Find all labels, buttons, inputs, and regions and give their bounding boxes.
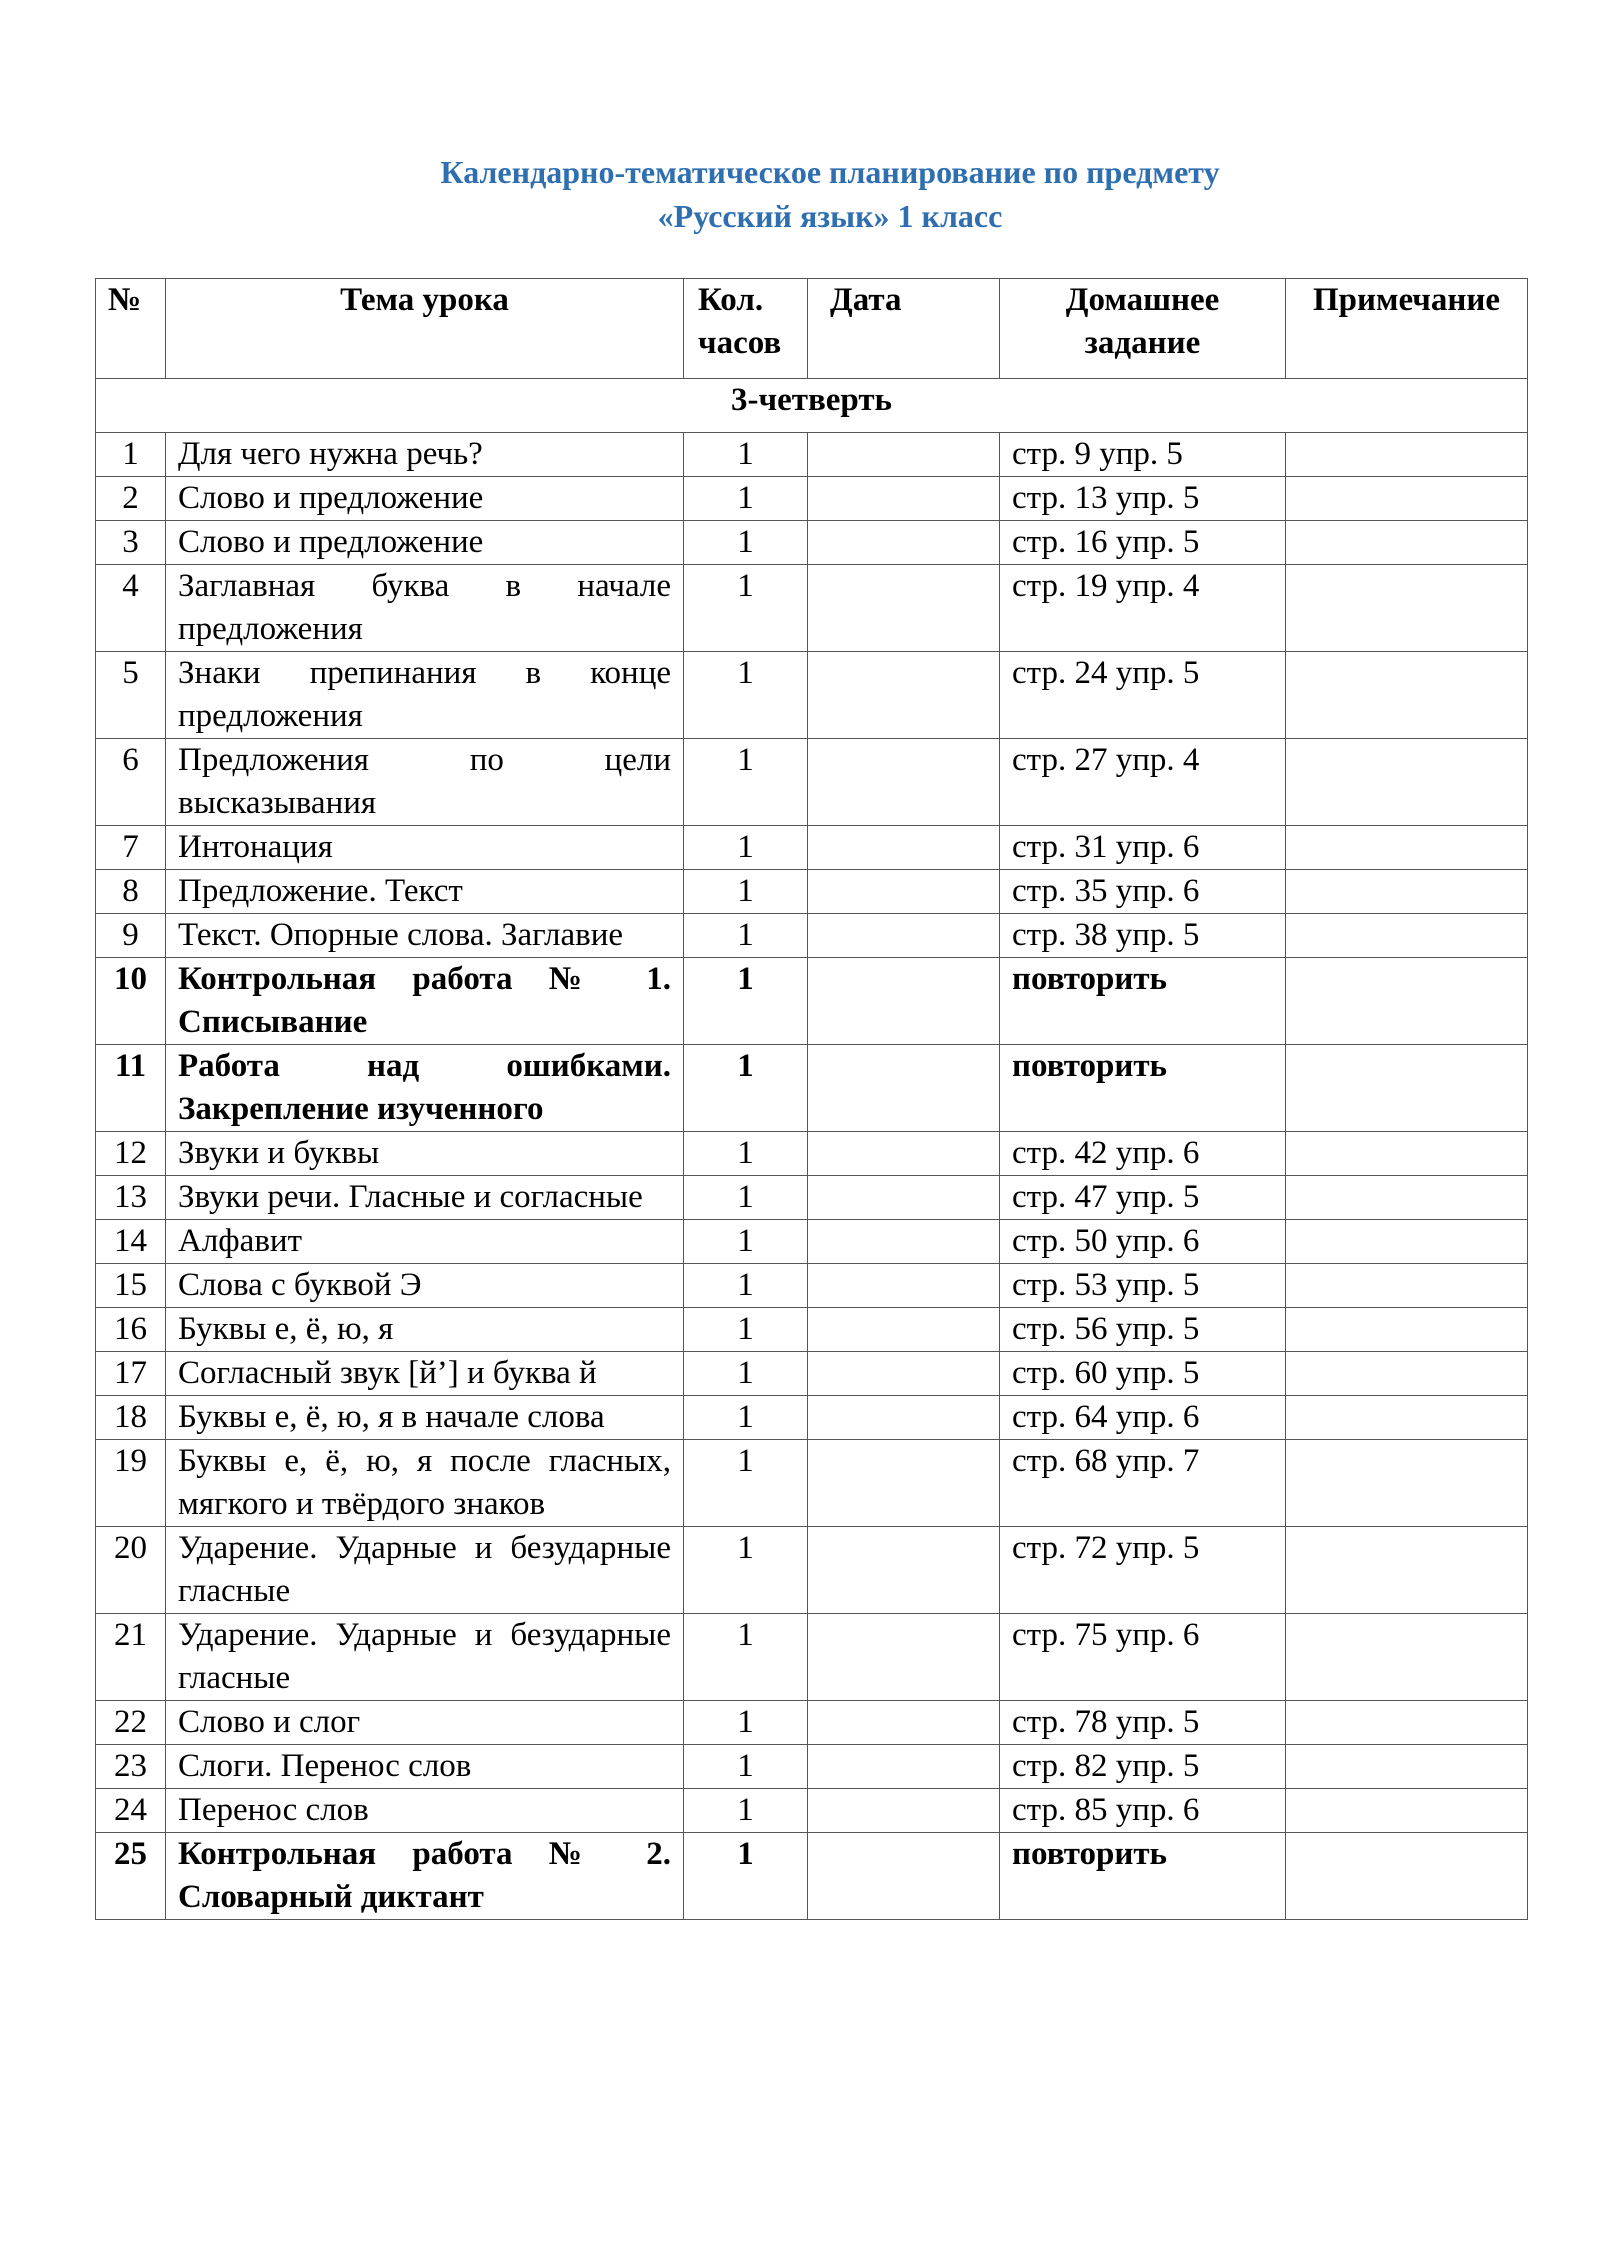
lesson-number: 2 [96,477,166,521]
lesson-note [1286,1789,1528,1833]
lesson-number: 24 [96,1789,166,1833]
lesson-plan-table [95,278,1528,1920]
table-row [96,914,1528,958]
lesson-number: 8 [96,870,166,914]
lesson-number: 6 [96,739,166,826]
lesson-hours: 1 [684,521,808,565]
lesson-note [1286,477,1528,521]
lesson-hours: 1 [684,1045,808,1132]
lesson-hours: 1 [684,1176,808,1220]
lesson-date [808,958,1000,1045]
lesson-hours: 1 [684,1745,808,1789]
lesson-homework: стр. 35 упр. 6 [1000,870,1286,914]
lesson-topic: Работа над ошибками. Закрепление изученного [166,1045,684,1132]
lesson-topic: Ударение. Ударные и безударные гласные [166,1614,684,1701]
lesson-date [808,1176,1000,1220]
lesson-topic: Для чего нужна речь? [166,433,684,477]
lesson-topic: Перенос слов [166,1789,684,1833]
table-row [96,1440,1528,1527]
lesson-number: 23 [96,1745,166,1789]
table-row [96,1789,1528,1833]
lesson-date [808,1396,1000,1440]
lesson-homework: стр. 50 упр. 6 [1000,1220,1286,1264]
table-body [96,433,1528,1920]
table-row [96,958,1528,1045]
lesson-hours: 1 [684,1308,808,1352]
lesson-number: 11 [96,1045,166,1132]
lesson-number: 5 [96,652,166,739]
lesson-date [808,1701,1000,1745]
lesson-hours: 1 [684,870,808,914]
lesson-note [1286,521,1528,565]
lesson-note [1286,826,1528,870]
lesson-date [808,1614,1000,1701]
lesson-topic: Интонация [166,826,684,870]
lesson-homework: стр. 72 упр. 5 [1000,1527,1286,1614]
lesson-note [1286,1352,1528,1396]
table-row [96,1396,1528,1440]
lesson-topic: Контрольная работа № 1. Списывание [166,958,684,1045]
lesson-number: 17 [96,1352,166,1396]
lesson-number: 9 [96,914,166,958]
table-row [96,1352,1528,1396]
lesson-date [808,477,1000,521]
document-title-line-2: «Русский язык» 1 класс [657,198,1003,234]
lesson-note [1286,1264,1528,1308]
lesson-hours: 1 [684,433,808,477]
lesson-topic: Звуки и буквы [166,1132,684,1176]
lesson-date [808,870,1000,914]
lesson-hours: 1 [684,477,808,521]
lesson-date [808,739,1000,826]
lesson-topic: Заглавная буква в начале предложения [166,565,684,652]
lesson-homework: стр. 27 упр. 4 [1000,739,1286,826]
lesson-number: 13 [96,1176,166,1220]
lesson-homework: стр. 24 упр. 5 [1000,652,1286,739]
table-header-row [96,279,1528,379]
lesson-homework: стр. 42 упр. 6 [1000,1132,1286,1176]
table-row [96,565,1528,652]
lesson-topic: Слова с буквой Э [166,1264,684,1308]
lesson-topic: Согласный звук [й’] и буква й [166,1352,684,1396]
lesson-hours: 1 [684,914,808,958]
lesson-note [1286,652,1528,739]
column-header-homework-line2: задание [1084,325,1201,361]
lesson-note [1286,1701,1528,1745]
lesson-hours: 1 [684,1396,808,1440]
lesson-number: 22 [96,1701,166,1745]
lesson-date [808,521,1000,565]
lesson-hours: 1 [684,1132,808,1176]
lesson-date [808,826,1000,870]
lesson-hours: 1 [684,1833,808,1920]
table-row [96,826,1528,870]
lesson-number: 14 [96,1220,166,1264]
quarter-row [96,379,1528,433]
lesson-homework: повторить [1000,1833,1286,1920]
document-title-line-1: Календарно-тематическое планирование по предмету [440,154,1220,190]
lesson-note [1286,1045,1528,1132]
lesson-date [808,1789,1000,1833]
lesson-homework: стр. 19 упр. 4 [1000,565,1286,652]
lesson-date [808,1440,1000,1527]
column-header-hours [684,279,808,379]
lesson-note [1286,1132,1528,1176]
lesson-date [808,1264,1000,1308]
lesson-note [1286,739,1528,826]
table-row [96,1264,1528,1308]
lesson-number: 7 [96,826,166,870]
lesson-homework: стр. 85 упр. 6 [1000,1789,1286,1833]
lesson-topic: Знаки препинания в конце предложения [166,652,684,739]
table-row [96,1527,1528,1614]
column-header-number: № [96,279,166,379]
lesson-hours: 1 [684,1614,808,1701]
lesson-note [1286,1396,1528,1440]
table-row [96,652,1528,739]
lesson-date [808,433,1000,477]
lesson-number: 12 [96,1132,166,1176]
lesson-note [1286,433,1528,477]
lesson-homework: стр. 75 упр. 6 [1000,1614,1286,1701]
lesson-homework: стр. 64 упр. 6 [1000,1396,1286,1440]
table-row [96,1220,1528,1264]
lesson-date [808,1132,1000,1176]
table-row [96,1045,1528,1132]
lesson-topic: Буквы е, ё, ю, я [166,1308,684,1352]
lesson-topic: Алфавит [166,1220,684,1264]
column-header-topic: Тема урока [166,279,684,379]
lesson-homework: стр. 53 упр. 5 [1000,1264,1286,1308]
lesson-homework: стр. 38 упр. 5 [1000,914,1286,958]
lesson-homework: стр. 60 упр. 5 [1000,1352,1286,1396]
lesson-topic: Буквы е, ё, ю, я после гласных, мягкого и твёрдого знаков [166,1440,684,1527]
lesson-number: 20 [96,1527,166,1614]
column-header-hours-line1: Кол. [698,282,764,318]
lesson-homework: стр. 9 упр. 5 [1000,433,1286,477]
lesson-number: 1 [96,433,166,477]
lesson-date [808,565,1000,652]
lesson-hours: 1 [684,1527,808,1614]
lesson-topic: Слово и предложение [166,477,684,521]
lesson-number: 19 [96,1440,166,1527]
lesson-note [1286,914,1528,958]
lesson-number: 16 [96,1308,166,1352]
lesson-number: 21 [96,1614,166,1701]
table-row [96,1833,1528,1920]
table-row [96,870,1528,914]
lesson-hours: 1 [684,1352,808,1396]
lesson-topic: Буквы е, ё, ю, я в начале слова [166,1396,684,1440]
lesson-number: 3 [96,521,166,565]
lesson-note [1286,565,1528,652]
lesson-homework: стр. 47 упр. 5 [1000,1176,1286,1220]
column-header-note: Примечание [1286,279,1528,379]
lesson-homework: повторить [1000,1045,1286,1132]
table-row [96,1614,1528,1701]
lesson-date [808,652,1000,739]
lesson-topic: Слово и слог [166,1701,684,1745]
lesson-hours: 1 [684,1701,808,1745]
lesson-date [808,1352,1000,1396]
lesson-date [808,1308,1000,1352]
lesson-note [1286,1614,1528,1701]
lesson-hours: 1 [684,739,808,826]
lesson-number: 25 [96,1833,166,1920]
table-row [96,477,1528,521]
lesson-note [1286,958,1528,1045]
lesson-date [808,1220,1000,1264]
lesson-note [1286,1308,1528,1352]
lesson-homework: повторить [1000,958,1286,1045]
lesson-hours: 1 [684,826,808,870]
table-row [96,1308,1528,1352]
lesson-hours: 1 [684,1220,808,1264]
lesson-homework: стр. 78 упр. 5 [1000,1701,1286,1745]
table-row [96,1132,1528,1176]
lesson-topic: Контрольная работа № 2. Словарный диктант [166,1833,684,1920]
lesson-topic: Текст. Опорные слова. Заглавие [166,914,684,958]
lesson-note [1286,1220,1528,1264]
lesson-note [1286,1833,1528,1920]
lesson-number: 15 [96,1264,166,1308]
lesson-topic: Предложения по цели высказывания [166,739,684,826]
column-header-homework-line1: Домашнее [1065,282,1220,318]
lesson-topic: Ударение. Ударные и безударные гласные [166,1527,684,1614]
lesson-number: 18 [96,1396,166,1440]
lesson-homework: стр. 82 упр. 5 [1000,1745,1286,1789]
lesson-note [1286,1176,1528,1220]
column-header-hours-line2: часов [698,325,782,361]
table-row [96,1701,1528,1745]
lesson-note [1286,1745,1528,1789]
lesson-hours: 1 [684,1440,808,1527]
column-header-date: Дата [808,279,1000,379]
lesson-date [808,914,1000,958]
lesson-hours: 1 [684,652,808,739]
lesson-date [808,1045,1000,1132]
lesson-homework: стр. 16 упр. 5 [1000,521,1286,565]
lesson-number: 10 [96,958,166,1045]
lesson-note [1286,870,1528,914]
table-row [96,1745,1528,1789]
column-header-homework [1000,279,1286,379]
lesson-date [808,1527,1000,1614]
table-row [96,433,1528,477]
lesson-topic: Слоги. Перенос слов [166,1745,684,1789]
lesson-number: 4 [96,565,166,652]
lesson-homework: стр. 13 упр. 5 [1000,477,1286,521]
quarter-label: 3-четверть [96,379,1528,433]
lesson-date [808,1833,1000,1920]
lesson-note [1286,1527,1528,1614]
lesson-hours: 1 [684,1264,808,1308]
lesson-hours: 1 [684,958,808,1045]
table-row [96,1176,1528,1220]
lesson-homework: стр. 56 упр. 5 [1000,1308,1286,1352]
lesson-homework: стр. 31 упр. 6 [1000,826,1286,870]
lesson-date [808,1745,1000,1789]
table-row [96,521,1528,565]
lesson-topic: Слово и предложение [166,521,684,565]
lesson-note [1286,1440,1528,1527]
lesson-hours: 1 [684,1789,808,1833]
lesson-hours: 1 [684,565,808,652]
lesson-homework: стр. 68 упр. 7 [1000,1440,1286,1527]
lesson-topic: Предложение. Текст [166,870,684,914]
lesson-topic: Звуки речи. Гласные и согласные [166,1176,684,1220]
table-row [96,739,1528,826]
